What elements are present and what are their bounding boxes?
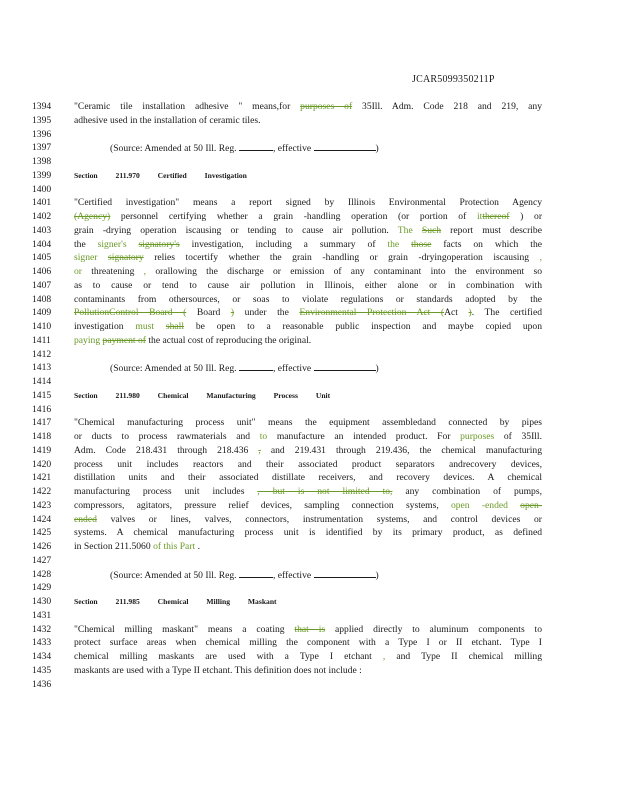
text-run: facts on which the (431, 238, 542, 250)
text-run: as to cause or tend to cause air pollution in Illinois, either alone or in combination with (74, 279, 542, 291)
document-line (32, 458, 592, 472)
line-text (74, 361, 578, 375)
text-run: and Type II chemical milling (385, 651, 543, 662)
deleted-text: ) (468, 307, 472, 319)
line-text (74, 485, 542, 499)
line-number: 1418 (32, 431, 52, 442)
line-number: 1402 (32, 211, 52, 222)
line-text (74, 155, 542, 169)
deleted-text: ) (230, 307, 235, 319)
text-run (413, 225, 422, 236)
line-number: 1424 (32, 513, 52, 525)
line-text (74, 389, 542, 403)
line-text (74, 650, 542, 664)
text-run: or ducts to process rawmaterials and (74, 431, 260, 442)
text-run: Section 211.980 Chemical Manufacturing Process Unit (74, 390, 331, 400)
text-run: process unit includes reactors and their associated product separators andrecovery devices, (74, 458, 542, 470)
text-run: applied directly to aluminum components to (325, 623, 542, 635)
document-line (32, 279, 592, 293)
line-number: 1436 (32, 678, 52, 690)
document-line (32, 114, 592, 128)
text-run: "Chemical manufacturing process unit" means the equipment assembledand connected by pipes (74, 417, 542, 429)
deleted-text: signatory (107, 252, 144, 264)
deleted-text: signatory's (138, 238, 180, 250)
line-text (74, 183, 542, 197)
text-run: Adm. Code 218.431 through 218.436 (74, 444, 259, 456)
document-line (32, 540, 592, 554)
line-text (74, 128, 542, 142)
line-number: 1422 (32, 486, 52, 497)
line-number: 1398 (32, 156, 52, 167)
deleted-text: , but is not limited to, (257, 486, 393, 497)
document-line (32, 513, 592, 527)
line-number: 1396 (32, 128, 52, 140)
document-line (32, 169, 592, 183)
text-run: chemical milling maskants are used with a Type I etchant (74, 651, 383, 662)
text-run: grain -drying operation iscausing or tending to cause air pollution. (74, 224, 398, 236)
text-run: (Source: Amended at 50 Ill. Reg. (110, 569, 239, 581)
text-run: report must describe (441, 224, 542, 236)
line-number: 1433 (32, 637, 52, 649)
inserted-text: signer's (97, 238, 127, 250)
line-text (74, 609, 542, 623)
document-line (32, 609, 592, 623)
line-number: 1431 (32, 609, 52, 621)
deleted-text: ended (74, 513, 97, 525)
line-text (74, 348, 542, 362)
text-run (154, 321, 166, 332)
line-number: 1432 (32, 623, 52, 635)
inserted-text: paying (74, 334, 101, 346)
document-line (32, 128, 592, 142)
document-line (32, 306, 592, 320)
text-run: ) or (509, 211, 543, 222)
inserted-text: it (476, 211, 483, 222)
text-run: manufacturing process unit includes (74, 486, 258, 497)
text-run: (Source: Amended at 50 Ill. Reg. (110, 363, 239, 375)
line-number: 1415 (32, 389, 52, 401)
text-run (127, 239, 139, 250)
inserted-text: open -ended (450, 499, 508, 511)
line-number: 1425 (32, 527, 52, 539)
document-line (32, 471, 592, 485)
text-run: investigation (74, 321, 136, 332)
deleted-text: (Agency) (74, 211, 111, 222)
line-text (74, 114, 542, 128)
fill-in-blank (314, 361, 376, 371)
document-line (32, 416, 592, 430)
line-text (74, 306, 542, 320)
fill-in-blank (239, 361, 273, 371)
text-run: systems. A chemical manufacturing process unit is identified by its primary product, as defined (74, 527, 542, 539)
document-line (32, 554, 592, 568)
document-line (32, 581, 592, 595)
text-run: ) (375, 363, 379, 375)
document-line (32, 265, 592, 279)
text-run: orallowing the discharge or emission of any contaminant into the environment so (146, 266, 543, 277)
inserted-text: signer (74, 252, 98, 264)
line-text (74, 279, 542, 293)
line-number: 1411 (32, 334, 51, 346)
text-run: "Certified investigation" means a report signed by Illinois Environmental Protection Agency (74, 197, 542, 209)
line-text (74, 513, 542, 527)
text-run: valves or lines, valves, connectors, instrumentation systems, and control devices or (96, 513, 542, 525)
line-number: 1400 (32, 183, 52, 195)
line-text (74, 664, 542, 678)
text-run: and 219.431 through 219.436, the chemical manufacturing (260, 444, 542, 456)
line-number: 1394 (32, 101, 52, 112)
line-text (74, 334, 542, 348)
text-run: Section 211.970 Certified Investigation (74, 170, 247, 180)
line-number: 1429 (32, 582, 52, 594)
document-line (32, 678, 592, 692)
line-text (74, 196, 542, 210)
fill-in-blank (239, 141, 273, 151)
deleted-text: purposes of (300, 101, 353, 112)
line-number: 1406 (32, 266, 52, 277)
fill-in-blank (314, 568, 376, 578)
line-text (74, 499, 542, 513)
inserted-text: The (397, 224, 413, 236)
line-text (74, 169, 542, 183)
text-run: ) (375, 569, 379, 581)
text-run: (Source: Amended at 50 Ill. Reg. (110, 143, 239, 155)
document-line (32, 293, 592, 307)
document-line (32, 224, 592, 238)
line-number: 1420 (32, 458, 52, 470)
line-text (74, 444, 542, 458)
line-number: 1403 (32, 224, 52, 236)
line-text (74, 100, 542, 114)
line-number: 1428 (32, 568, 52, 580)
document-line (32, 636, 592, 650)
text-run: maskants are used with a Type II etchant. This definition does not include : (74, 664, 362, 676)
deleted-text: those (411, 238, 432, 250)
document-code: JCAR5099350211P (412, 74, 495, 85)
line-text (74, 540, 542, 554)
document-line (32, 196, 592, 210)
text-run: , effective (272, 143, 314, 155)
inserted-text: , (382, 651, 386, 662)
text-run: . (195, 541, 200, 552)
text-run: compressors, agitators, pressure relief devices, sampling connection systems, (74, 499, 451, 511)
line-number: 1419 (32, 444, 52, 456)
line-text (74, 141, 578, 155)
document-line (32, 334, 592, 348)
document-line (32, 485, 592, 499)
line-text (74, 265, 542, 279)
document-line (32, 595, 592, 609)
document-line (32, 155, 592, 169)
text-run (508, 500, 520, 511)
text-run: 35Ill. Adm. Code 218 and 219, any (352, 101, 543, 112)
deleted-text: PollutionControl Board ( (74, 307, 187, 319)
line-number: 1413 (32, 362, 52, 374)
line-text (74, 595, 542, 609)
line-text (74, 471, 542, 485)
document-line (32, 320, 592, 334)
line-text (74, 210, 542, 224)
document-line (32, 623, 592, 637)
line-text (74, 293, 542, 307)
text-run: . The certified (471, 307, 542, 319)
line-text (74, 238, 542, 252)
text-run: any combination of pumps, (392, 486, 542, 497)
document-line (32, 361, 592, 375)
line-number: 1408 (32, 293, 52, 305)
line-text (74, 430, 542, 444)
text-run: contaminants from othersources, or soas to violate regulations or standards adopted by the (74, 293, 542, 305)
deleted-text: , (258, 444, 261, 456)
inserted-text: to (259, 431, 268, 442)
inserted-text: purposes (460, 431, 495, 442)
document-line (32, 664, 592, 678)
line-number: 1405 (32, 252, 52, 264)
line-number: 1435 (32, 664, 52, 676)
line-text (74, 320, 542, 334)
inserted-text: must (135, 321, 155, 332)
document-line (32, 183, 592, 197)
line-text (74, 568, 578, 582)
text-run: Board (186, 307, 231, 319)
inserted-text: , (143, 266, 147, 277)
line-text (74, 224, 542, 238)
line-text (74, 678, 542, 692)
text-run: investigation, including a summary of (179, 238, 388, 250)
text-run: of 35Ill. (494, 431, 542, 442)
text-run: "Ceramic tile installation adhesive " means,for (74, 101, 301, 112)
line-text (74, 251, 542, 265)
document-line (32, 650, 592, 664)
deleted-text: that is (294, 623, 326, 635)
line-number: 1409 (32, 307, 52, 319)
text-run: Section 211.985 Chemical Milling Maskant (74, 597, 277, 606)
text-run: , effective (272, 569, 314, 581)
deleted-text: thereof (482, 211, 510, 222)
text-run: adhesive used in the installation of ceramic tiles. (74, 114, 261, 126)
line-number: 1430 (32, 596, 52, 607)
line-number: 1397 (32, 142, 52, 154)
text-run: the actual cost of reproducing the original. (145, 334, 312, 346)
text-run: ) (375, 143, 379, 155)
inserted-text: the (387, 238, 400, 250)
inserted-text: of this Part (153, 541, 196, 552)
line-number: 1399 (32, 169, 52, 181)
text-run: threatening (82, 266, 144, 277)
deleted-text: open- (520, 499, 542, 511)
document-line (32, 141, 592, 155)
text-run: be open to a reasonable public inspection and maybe copied upon (184, 321, 543, 332)
deleted-text: Environmental Protection Act ( (299, 307, 445, 319)
line-number: 1421 (32, 472, 52, 484)
line-number: 1427 (32, 554, 52, 566)
text-run: distillation units and their associated distillate receivers, and recovery devices. A chemical (74, 472, 542, 484)
text-run: personnel certifying whether a grain -handling operation (or portion of (110, 211, 477, 222)
text-run: , effective (272, 363, 314, 375)
deleted-text: shall (165, 321, 185, 332)
line-text (74, 554, 542, 568)
text-run: the (74, 238, 98, 250)
line-number: 1410 (32, 321, 52, 332)
document-line (32, 375, 592, 389)
line-text (74, 581, 542, 595)
document-line (32, 430, 592, 444)
inserted-text: or (74, 266, 82, 277)
document-line (32, 568, 592, 582)
line-text (74, 623, 542, 637)
text-run: protect surface areas when chemical milling the component with a Type I or II etchant. Type I (74, 637, 542, 649)
line-text (74, 636, 542, 650)
line-number: 1401 (32, 197, 52, 209)
document-line (32, 389, 592, 403)
line-number: 1434 (32, 651, 52, 662)
deleted-text: Such (421, 224, 442, 236)
document-line (32, 499, 592, 513)
line-number: 1426 (32, 541, 52, 552)
line-number: 1414 (32, 376, 52, 387)
line-text (74, 416, 542, 430)
line-number: 1416 (32, 403, 52, 415)
document-line (32, 444, 592, 458)
fill-in-blank (239, 568, 273, 578)
document-line (32, 403, 592, 417)
document-line (32, 210, 592, 224)
line-number: 1395 (32, 114, 52, 126)
document-line (32, 100, 592, 114)
inserted-text: , (539, 252, 542, 264)
text-run: in Section 211.5060 (74, 541, 154, 552)
line-text (74, 375, 542, 389)
line-number: 1407 (32, 279, 52, 291)
text-run: under the (234, 307, 300, 319)
line-text (74, 526, 542, 540)
text-run: relies tocertify whether the grain -handling or grain -dryingoperation iscausing (143, 252, 540, 264)
line-text (74, 403, 542, 417)
text-run: "Chemical milling maskant" means a coating (74, 623, 295, 635)
line-number: 1417 (32, 417, 52, 429)
document-body (32, 100, 592, 691)
document-line (32, 348, 592, 362)
document-line (32, 526, 592, 540)
line-number: 1423 (32, 499, 52, 511)
document-line (32, 238, 592, 252)
text-run: Act (444, 307, 469, 319)
line-text (74, 458, 542, 472)
text-run: manufacture an intended product. For (267, 431, 461, 442)
document-line (32, 251, 592, 265)
line-number: 1404 (32, 238, 52, 250)
line-number: 1412 (32, 348, 52, 360)
fill-in-blank (314, 141, 376, 151)
text-run (399, 239, 411, 250)
text-run (97, 252, 108, 263)
deleted-text: payment of (102, 334, 146, 346)
